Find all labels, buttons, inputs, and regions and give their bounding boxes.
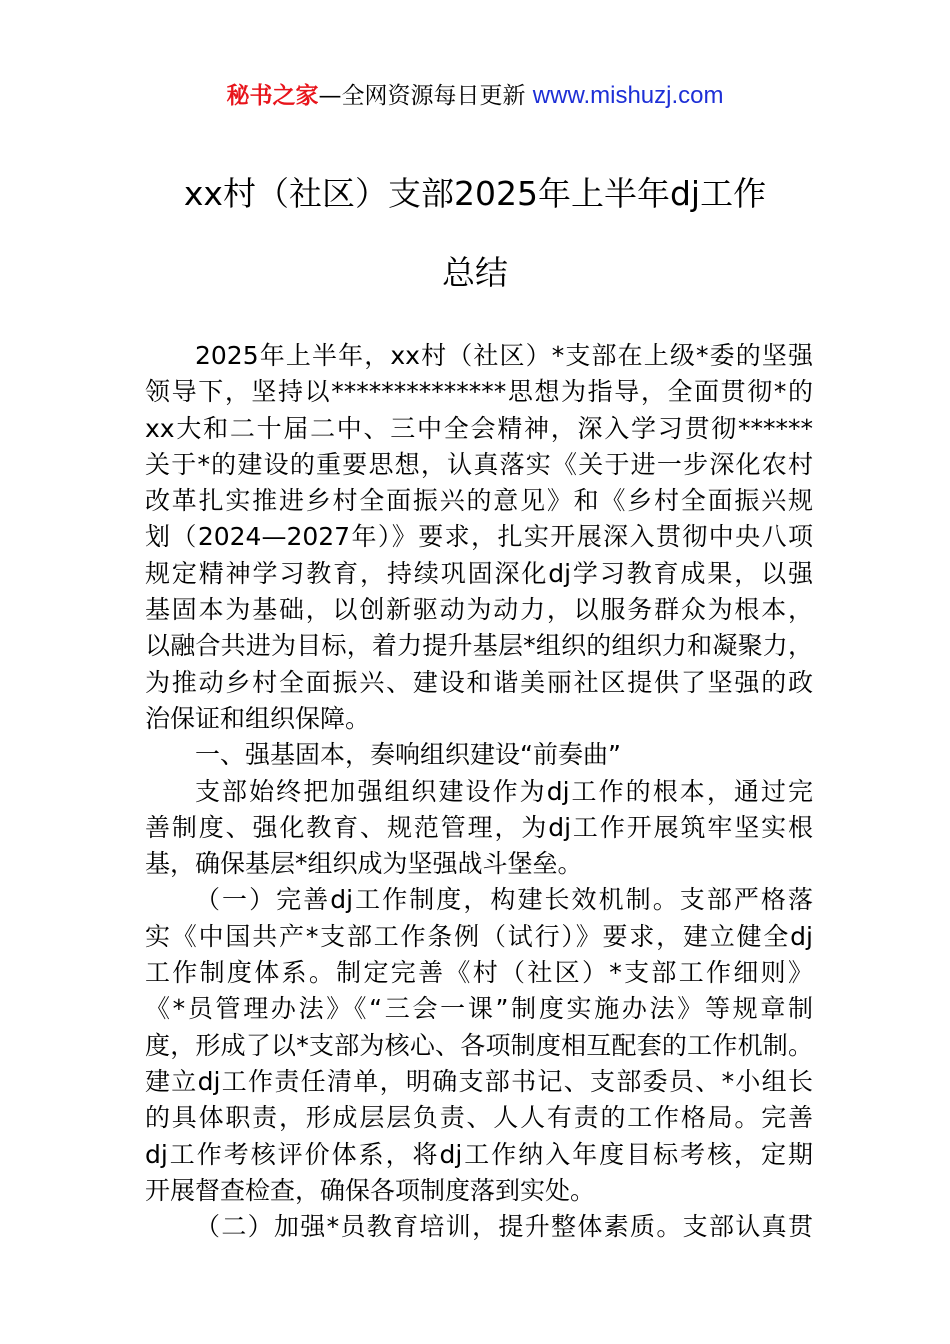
header-tagline: —全网资源每日更新 xyxy=(318,83,533,109)
document-title xyxy=(0,170,950,297)
title-line-1: xx村（社区）支部2025年上半年dj工作 xyxy=(183,174,767,213)
paragraph-line: 规定精神学习教育，持续巩固深化dj学习教育成果，以强 xyxy=(145,558,813,588)
paragraph-line: 基固本为基础，以创新驱动为动力，以服务群众为根本， xyxy=(145,595,813,625)
paragraph-line: 支部始终把加强组织建设作为dj工作的根本，通过完 xyxy=(195,776,813,806)
paragraph-line: 治保证和组织保障。 xyxy=(145,703,371,733)
paragraph-line: 实《中国共产*支部工作条例（试行）》要求，建立健全dj xyxy=(145,921,813,951)
paragraph-line: 2025年上半年，xx村（社区）*支部在上级*委的坚强 xyxy=(195,341,813,370)
section-heading: 一、强基固本，奏响组织建设“前奏曲” xyxy=(195,740,621,770)
site-header xyxy=(0,78,950,114)
brand-name: 秘书之家 xyxy=(226,83,319,109)
paragraph-line: （一）完善dj工作制度，构建长效机制。支部严格落 xyxy=(195,885,813,915)
paragraph-line: 的具体职责，形成层层负责、人人有责的工作格局。完善 xyxy=(145,1103,813,1133)
paragraph-line: 善制度、强化教育、规范管理，为dj工作开展筑牢坚实根 xyxy=(145,812,813,842)
paragraph-line: 为推动乡村全面振兴、建设和谐美丽社区提供了坚强的政 xyxy=(145,667,813,697)
site-url-link[interactable]: www.mishuzj.com xyxy=(532,82,724,109)
title-line-2: 总结 xyxy=(442,253,508,292)
paragraph-line: （二）加强*员教育培训，提升整体素质。支部认真贯 xyxy=(195,1212,813,1242)
paragraph-line: 划（2024—2027年）》要求，扎实开展深入贯彻中央八项 xyxy=(145,522,813,552)
paragraph-line: 以融合共进为目标，着力提升基层*组织的组织力和凝聚力， xyxy=(145,631,813,661)
paragraph-line: 基，确保基层*组织成为坚强战斗堡垒。 xyxy=(145,849,583,879)
paragraph-line: dj工作考核评价体系，将dj工作纳入年度目标考核，定期 xyxy=(145,1139,813,1169)
paragraph-line: 工作制度体系。制定完善《村（社区）*支部工作细则》 xyxy=(145,958,813,988)
paragraph-line: 度，形成了以*支部为核心、各项制度相互配套的工作机制。 xyxy=(145,1030,813,1060)
paragraph-line: 关于*的建设的重要思想，认真落实《关于进一步深化农村 xyxy=(145,449,813,479)
paragraph-line: 领导下，坚持以**************思想为指导，全面贯彻*的 xyxy=(145,377,813,407)
paragraph-line: 改革扎实推进乡村全面振兴的意见》和《乡村全面振兴规 xyxy=(145,486,813,516)
paragraph-line: 建立dj工作责任清单，明确支部书记、支部委员、*小组长 xyxy=(145,1066,813,1096)
document-body xyxy=(145,338,813,1245)
paragraph-line: 《*员管理办法》《“三会一课”制度实施办法》等规章制 xyxy=(145,994,813,1024)
paragraph-line: 开展督查检查，确保各项制度落到实处。 xyxy=(145,1175,596,1205)
paragraph-line: xx大和二十届二中、三中全会精神，深入学习贯彻****** xyxy=(145,413,813,443)
